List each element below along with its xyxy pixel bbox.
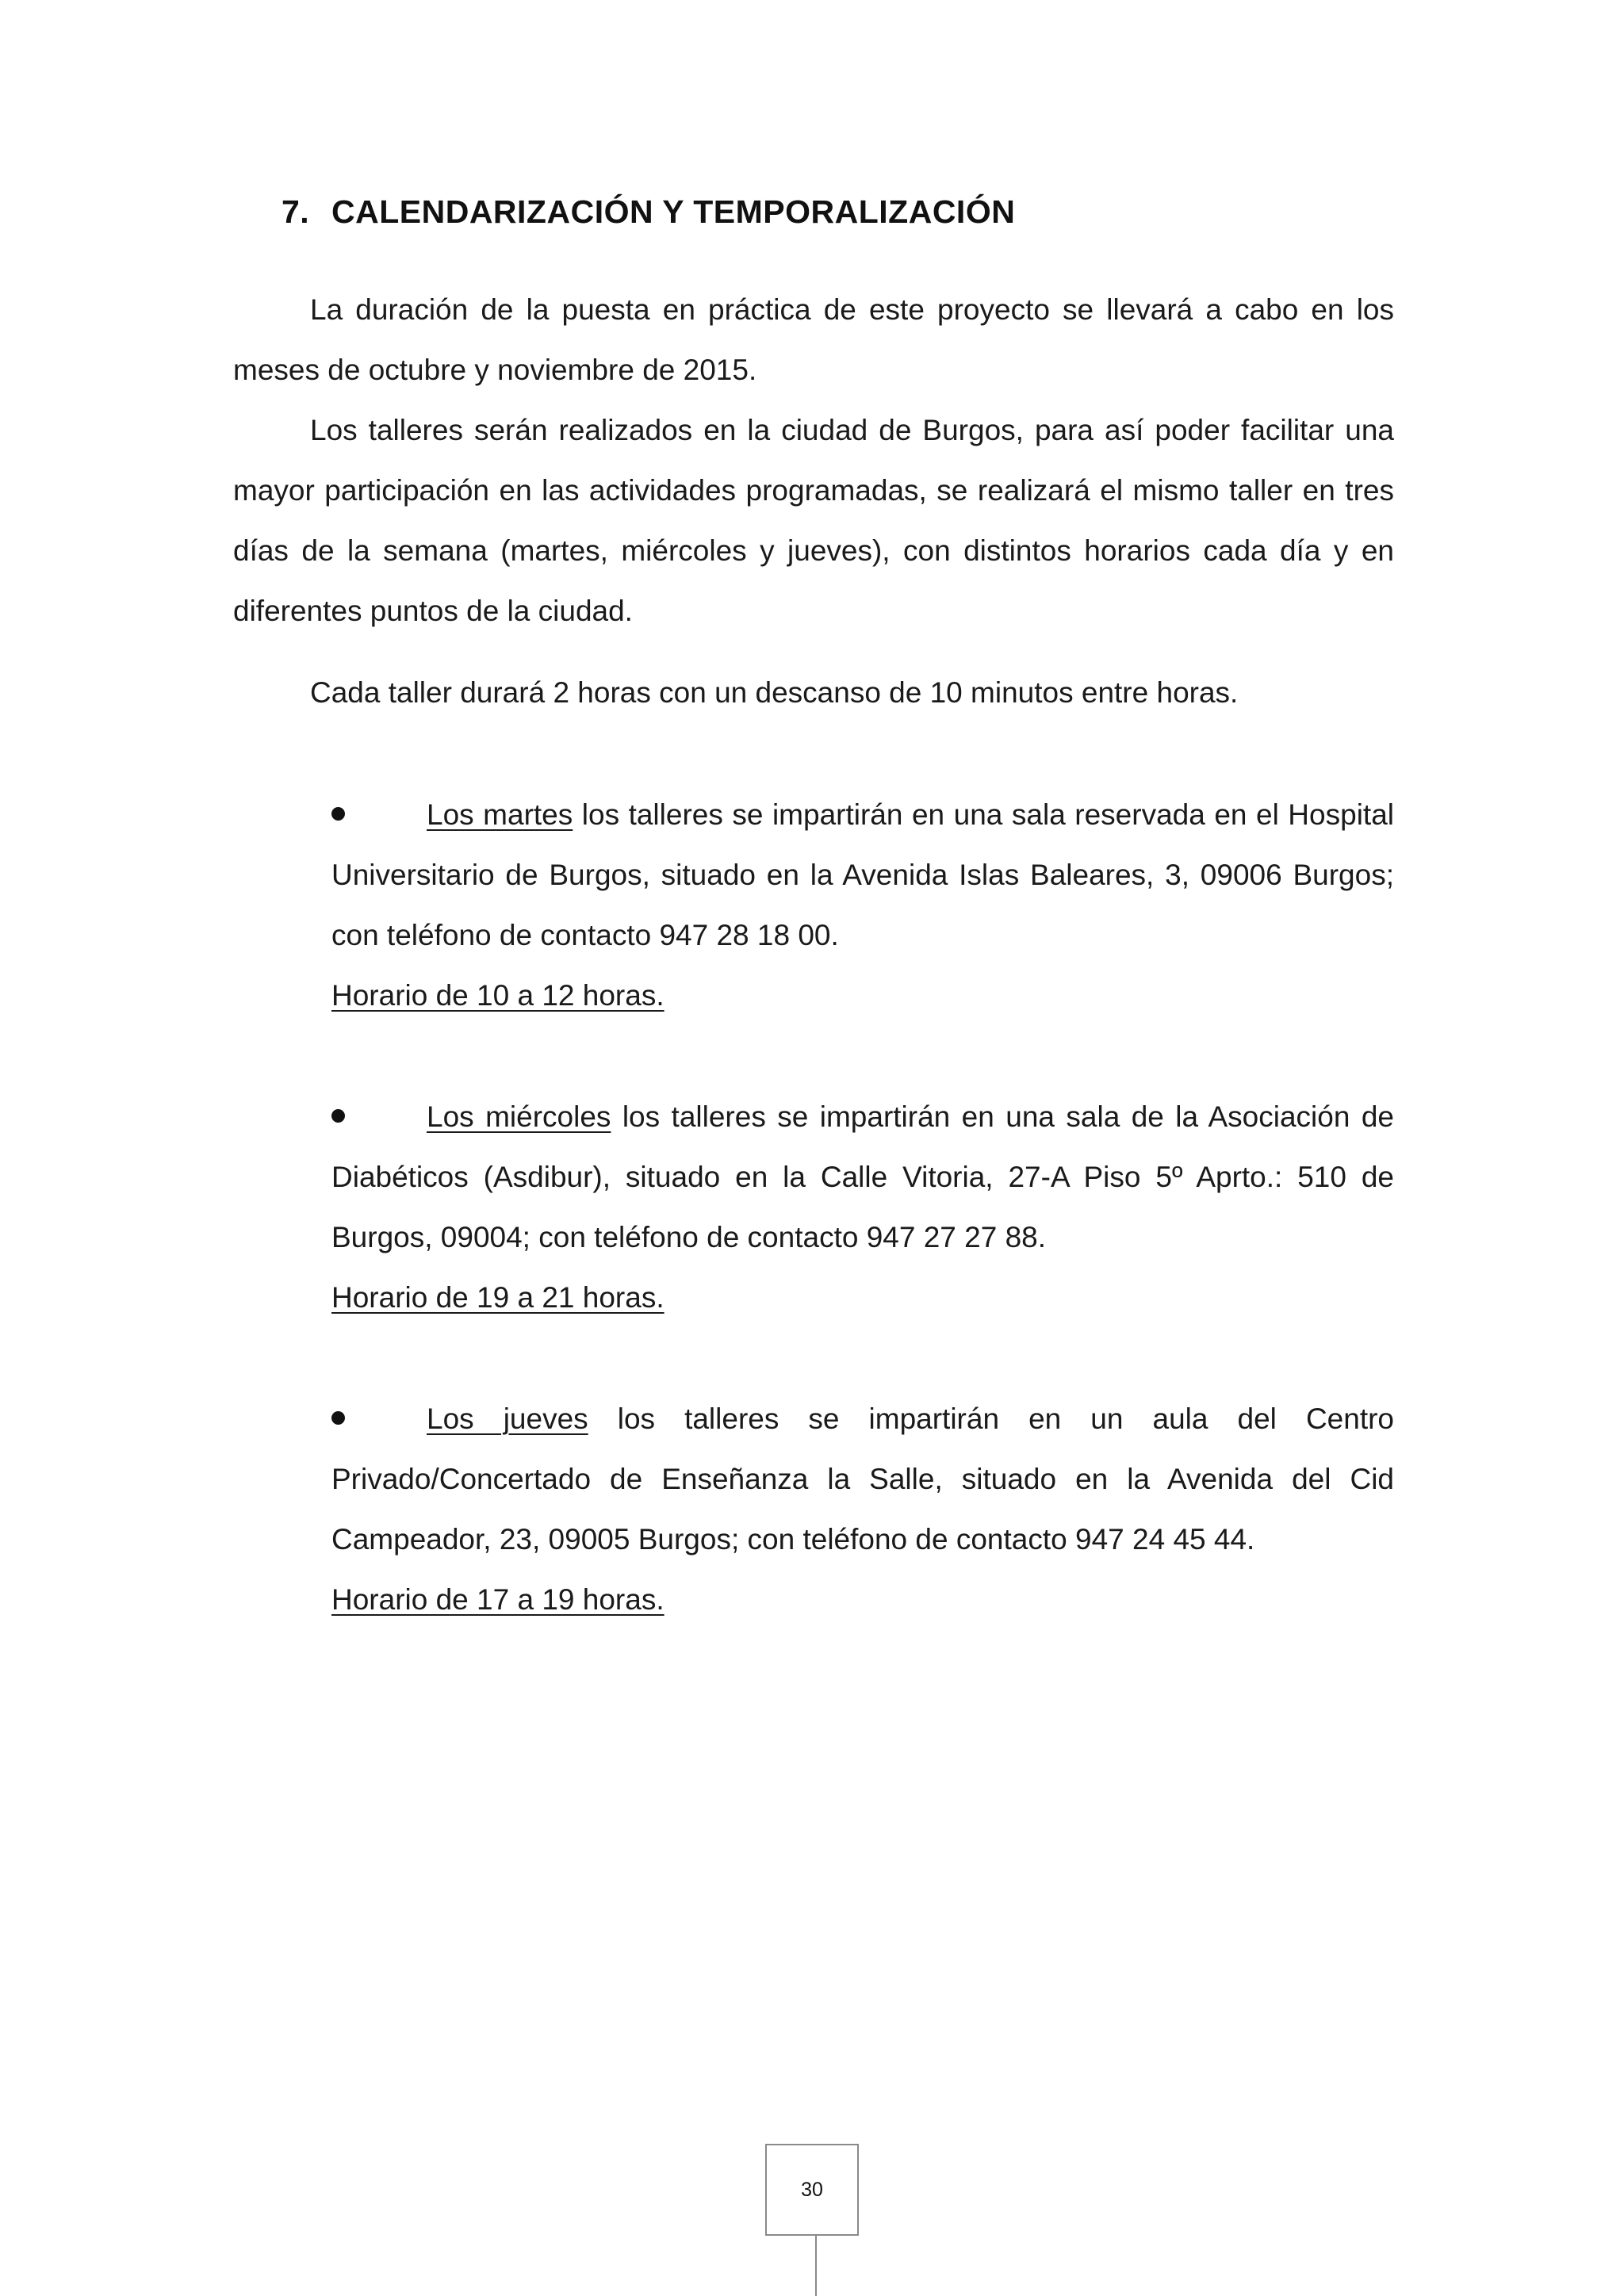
paragraph-session-length: Cada taller durará 2 horas con un descanso de 10 minutos entre horas.	[310, 676, 1239, 709]
page-number-box	[765, 2144, 859, 2236]
session-day: Los miércoles	[427, 1100, 611, 1133]
session-description	[331, 785, 1394, 966]
footer-connector-line	[815, 2236, 817, 2296]
session-item-wednesday	[331, 1087, 1394, 1328]
section-number: 7.	[282, 193, 310, 230]
session-details: los talleres se impartirán en un aula del Centro Privado/Concertado de Enseñanza la Salle, situado en la Avenida del Cid Campeador, 23, 09005 Burgos; con teléfono de contacto 947 24 45 44.	[331, 1402, 1395, 1556]
paragraph-duration: La duración de la puesta en práctica de este proyecto se llevará a cabo en los meses de octubre y noviembre de 2015.	[233, 293, 1394, 386]
session-item-thursday	[331, 1389, 1394, 1630]
session-schedule: Horario de 17 a 19 horas.	[331, 1583, 665, 1616]
session-schedule: Horario de 19 a 21 horas.	[331, 1281, 665, 1314]
section-title: CALENDARIZACIÓN Y TEMPORALIZACIÓN	[331, 193, 1016, 230]
session-item-tuesday	[331, 785, 1394, 1026]
session-schedule: Horario de 10 a 12 horas.	[331, 979, 665, 1012]
session-details: los talleres se impartirán en una sala reservada en el Hospital Universitario de Burgos, situado en la Avenida Islas Baleares, 3, 09006 Burgos; con teléfono de contacto 947 28 18 00.	[331, 798, 1394, 951]
paragraph-location: Los talleres serán realizados en la ciudad de Burgos, para así poder facilitar una mayor participación en las actividades programadas, se realizará el mismo taller en tres días de la semana (martes, miércoles y jueves), con distintos horarios cada día y en diferentes puntos de la ciudad.	[233, 414, 1394, 627]
section-heading	[282, 193, 1015, 231]
page-number: 30	[801, 2178, 823, 2201]
session-description	[331, 1087, 1394, 1268]
session-day: Los martes	[427, 798, 573, 831]
session-details: los talleres se impartirán en una sala de la Asociación de Diabéticos (Asdibur), situado en la Calle Vitoria, 27-A Piso 5º Aprto.: 510 de Burgos, 09004; con teléfono de contacto 947 27 27 88.	[331, 1100, 1394, 1253]
session-description	[331, 1389, 1394, 1570]
session-day: Los jueves	[427, 1402, 588, 1435]
